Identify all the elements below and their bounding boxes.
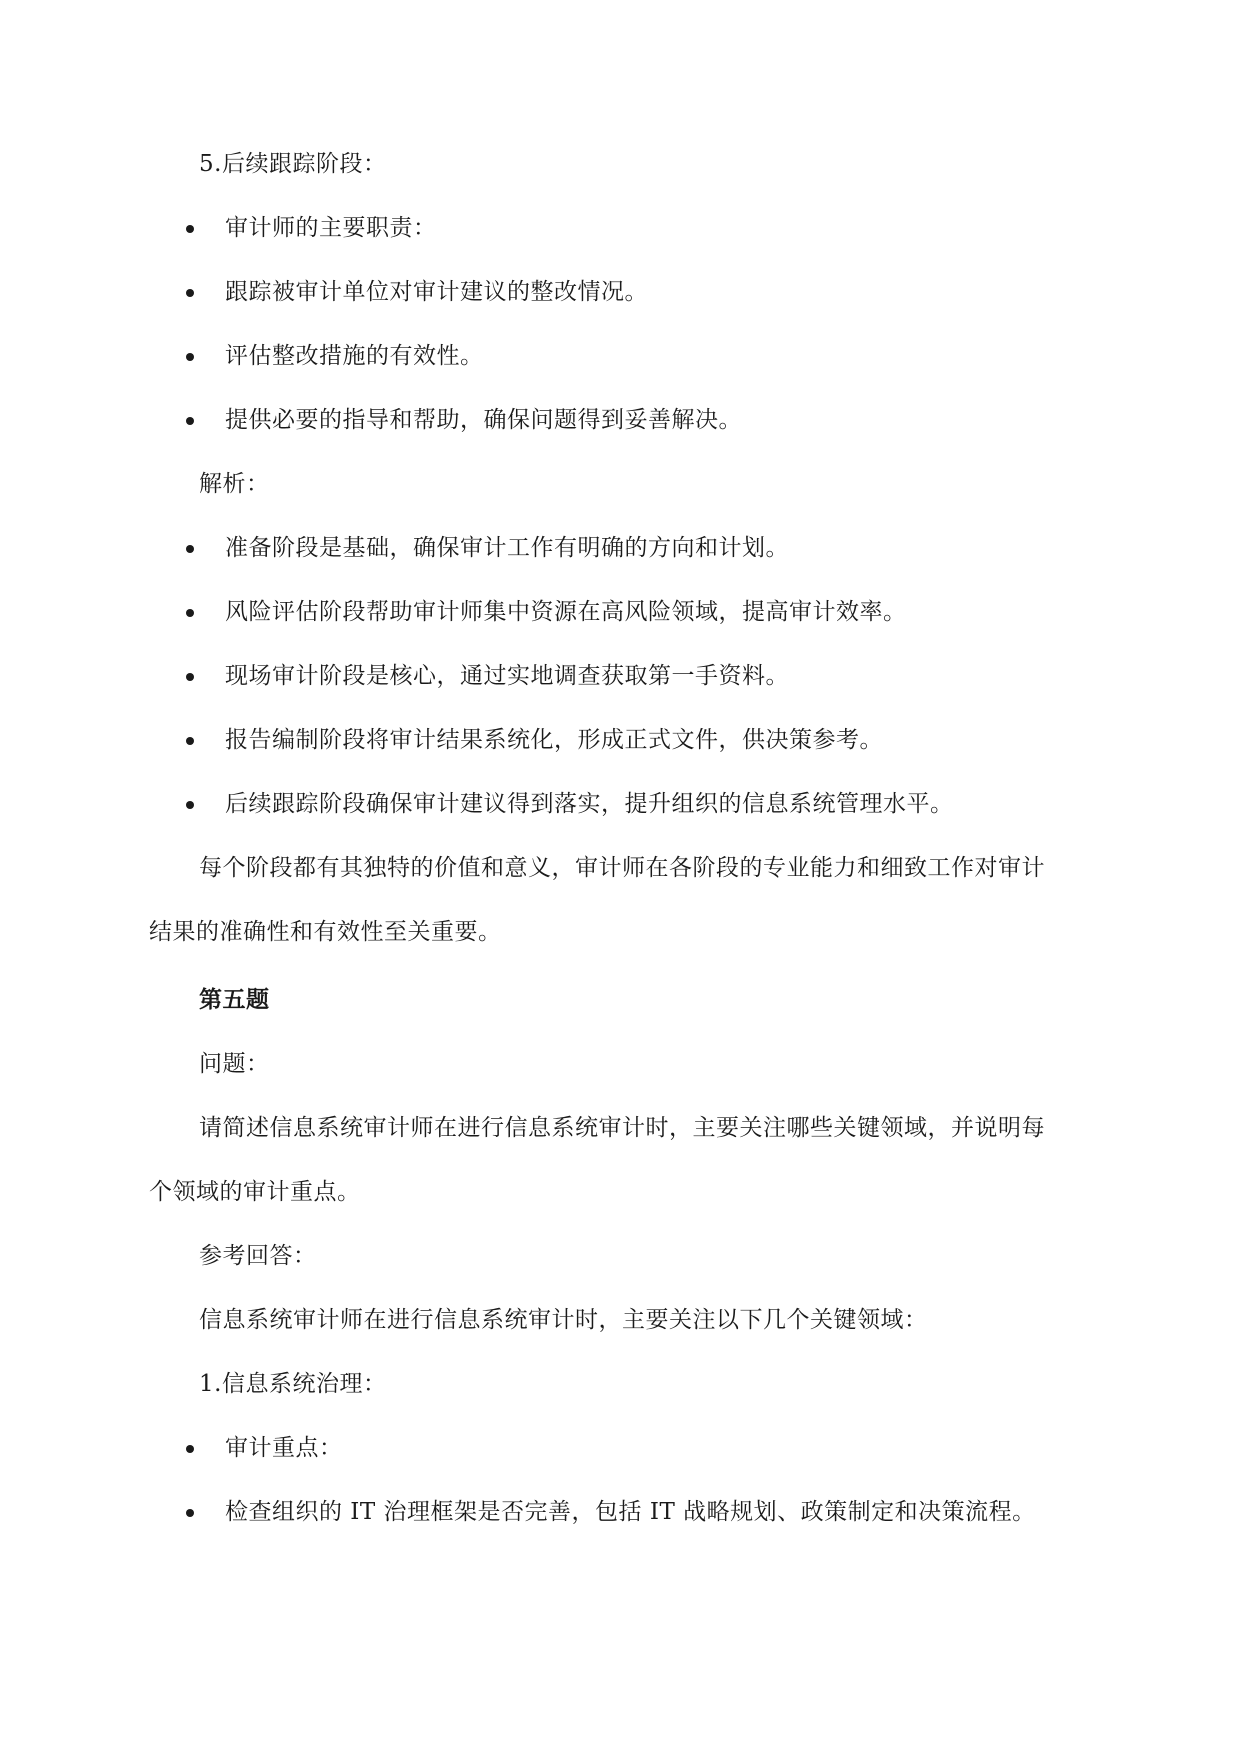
list-item-text: 检查组织的 IT 治理框架是否完善，包括 IT 战略规划、政策制定和决策流程。	[225, 1499, 1036, 1525]
area1-title: 1.信息系统治理：	[199, 1371, 387, 1397]
list-item-text: 后续跟踪阶段确保审计建议得到落实，提升组织的信息系统管理水平。	[225, 791, 954, 817]
analysis-label: 解析：	[199, 471, 270, 497]
bullet-icon	[186, 673, 194, 681]
bullet-icon	[186, 225, 194, 233]
question-heading: 第五题	[199, 986, 270, 1013]
bullet-icon	[186, 609, 194, 617]
list-item-text: 准备阶段是基础，确保审计工作有明确的方向和计划。	[225, 535, 789, 561]
summary-line-2: 结果的准确性和有效性至关重要。	[149, 919, 502, 945]
list-item-text: 审计师的主要职责：	[225, 215, 437, 241]
bullet-icon	[186, 353, 194, 361]
answer-label: 参考回答：	[199, 1243, 317, 1269]
list-item-text: 跟踪被审计单位对审计建议的整改情况。	[225, 279, 648, 305]
bullet-icon	[186, 545, 194, 553]
question-line-1: 请简述信息系统审计师在进行信息系统审计时，主要关注哪些关键领域，并说明每	[199, 1115, 1045, 1141]
summary-line-1: 每个阶段都有其独特的价值和意义，审计师在各阶段的专业能力和细致工作对审计	[199, 855, 1045, 881]
question-line-2: 个领域的审计重点。	[149, 1179, 361, 1205]
answer-intro: 信息系统审计师在进行信息系统审计时，主要关注以下几个关键领域：	[199, 1307, 928, 1333]
bullet-icon	[186, 1445, 194, 1453]
list-item-text: 报告编制阶段将审计结果系统化，形成正式文件，供决策参考。	[225, 727, 883, 753]
question-label: 问题：	[199, 1051, 270, 1077]
bullet-icon	[186, 289, 194, 297]
bullet-icon	[186, 737, 194, 745]
list-item-text: 评估整改措施的有效性。	[225, 343, 484, 369]
list-item-text: 提供必要的指导和帮助，确保问题得到妥善解决。	[225, 407, 742, 433]
bullet-icon	[186, 1509, 194, 1517]
list-item-text: 现场审计阶段是核心，通过实地调查获取第一手资料。	[225, 663, 789, 689]
list-item-text: 风险评估阶段帮助审计师集中资源在高风险领域，提高审计效率。	[225, 599, 907, 625]
list-item-text: 审计重点：	[225, 1435, 343, 1461]
section5-title: 5.后续跟踪阶段：	[199, 151, 387, 177]
bullet-icon	[186, 417, 194, 425]
bullet-icon	[186, 801, 194, 809]
